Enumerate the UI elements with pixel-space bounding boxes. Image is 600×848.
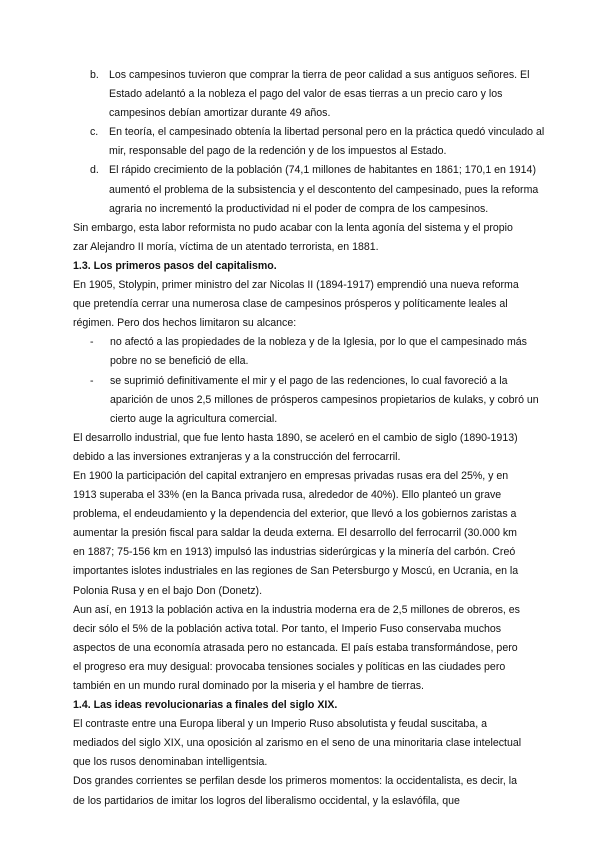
list-item-c xyxy=(73,123,557,161)
paragraph-contraste: El contraste entre una Europa liberal y un Imperio Ruso absolutista y feudal suscitaba, a mediados del siglo XIX, una oposición al zarismo en el seno de una minoritaria clase intelectual que los rusos denominaban intelligentsia. xyxy=(73,718,522,769)
list-item-d xyxy=(73,161,557,218)
section-heading-1-4: 1.4. Las ideas revolucionarias a finales del siglo XIX. xyxy=(73,699,338,712)
paragraph-stolypin: En 1905, Stolypin, primer ministro del zar Nicolas II (1894-1917) emprendió una nueva reforma que pretendía cerrar una numerosa clase de campesinos prósperos y políticamente leales al régimen. Pero dos hechos limitaron su alcance: xyxy=(73,279,519,330)
paragraph-dos-corrientes: Dos grandes corrientes se perfilan desde los primeros momentos: la occidentalista, es decir, la de los partidarios de imitar los logros del liberalismo occidental, y la eslavófila, que xyxy=(73,775,517,807)
list-item-text: En teoría, el campesinado obtenía la libertad personal pero en la práctica quedó vinculado al mir, responsable del pago de la redención y de los impuestos al Estado. xyxy=(109,126,545,158)
dash-marker: - xyxy=(90,374,94,387)
paragraph-aun-asi: Aun así, en 1913 la población activa en la industria moderna era de 2,5 millones de obreros, es decir sólo el 5% de la población activa total. Por tanto, el Imperio Fuso conservaba muchos aspectos de una economía atrasada pero no estancada. El país estaba transformándose, pero el progreso era muy desigual: provocaba tensiones sociales y políticas en las ciudades pero también en un mundo rural dominado por la miseria y el hambre de tierras. xyxy=(73,603,520,692)
list-marker: d. xyxy=(90,164,99,177)
paragraph-industrial: El desarrollo industrial, que fue lento hasta 1890, se aceleró en el cambio de siglo (1890-1913) debido a las inversiones extranjeras y a la construcción del ferrocarril. xyxy=(73,431,518,463)
section-heading-1-3: 1.3. Los primeros pasos del capitalismo. xyxy=(73,259,277,272)
dash-item-text: no afectó a las propiedades de la nobleza y de la Iglesia, por lo que el campesinado más pobre no se benefició de ella. xyxy=(110,336,527,368)
list-item-text: Los campesinos tuvieron que comprar la tierra de peor calidad a sus antiguos señores. El Estado adelantó a la nobleza el pago del valor de esas tierras a un precio caro y los campesinos debían amortizar durante 49 años. xyxy=(109,69,530,120)
list-item-b xyxy=(73,66,557,123)
dash-marker: - xyxy=(90,336,94,349)
paragraph-1900: En 1900 la participación del capital extranjero en empresas privadas rusas era del 25%, y en 1913 superaba el 33% (en la Banca privada rusa, alrededor de 40%). Ello planteó un grave problema, el endeudamiento y la dependencia del exterior, que llevó a los gobiernos zaristas a aumentar la presión fiscal para saldar la deuda externa. El desarrollo del ferrocarril (30.000 km en 1887; 75-156 km en 1913) impulsó las industrias siderúrgicas y la minería del carbón. Creó importantes islotes industriales en las regiones de San Petersburgo y Moscú, en Ucrania, en la Polonia Rusa y en el bajo Don (Donetz). xyxy=(73,469,519,597)
list-marker: c. xyxy=(90,126,99,139)
list-marker: b. xyxy=(90,69,99,81)
list-item-text: El rápido crecimiento de la población (74,1 millones de habitantes en 1861; 170,1 en 1914) aumentó el problema de la subsistencia y el descontento del campesinado, pues la reforma agraria no incrementó la productividad ni el poder de compra de los campesinos. xyxy=(109,164,539,215)
document-body xyxy=(0,66,557,811)
dash-list-item-2 xyxy=(90,372,541,429)
paragraph-embargo: Sin embargo, esta labor reformista no pudo acabar con la lenta agonía del sistema y el propio zar Alejandro II moría, víctima de un atentado terrorista, en 1881. xyxy=(73,221,513,253)
dash-item-text: se suprimió definitivamente el mir y el pago de las redenciones, lo cual favoreció a la aparición de unos 2,5 millones de prósperos campesinos propietarios de kulaks, y cobró un cierto auge la agricultura comercial. xyxy=(110,374,539,425)
dash-list-item-1 xyxy=(90,333,541,371)
